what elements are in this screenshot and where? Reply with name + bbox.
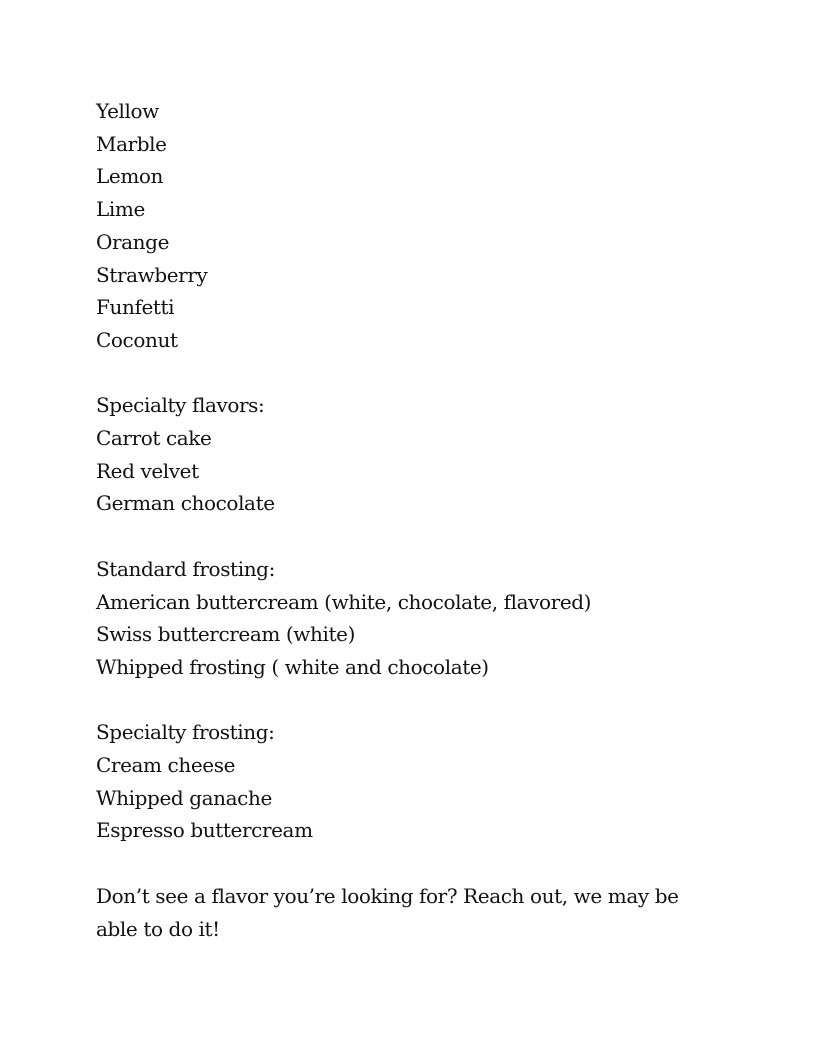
standard-frosting-item: Whipped frosting ( white and chocolate)	[96, 654, 489, 679]
specialty-frosting-item: Espresso buttercream	[96, 818, 313, 843]
spacer	[96, 847, 720, 880]
standard-frosting-section	[96, 553, 720, 684]
flavor-item: Yellow	[96, 99, 159, 123]
specialty-flavors-section	[96, 389, 720, 520]
flavor-item: Funfetti	[96, 295, 175, 320]
flavor-item: Coconut	[96, 327, 178, 352]
specialty-frosting-heading: Specialty frosting:	[96, 720, 275, 745]
specialty-frosting-section	[96, 716, 720, 847]
specialty-flavor-item: Red velvet	[96, 458, 199, 483]
specialty-frosting-item: Cream cheese	[96, 753, 235, 778]
spacer	[96, 684, 720, 717]
flavor-item: Orange	[96, 229, 170, 254]
standard-frosting-heading: Standard frosting:	[96, 556, 275, 581]
flavor-item: Lime	[96, 197, 145, 222]
specialty-frosting-item: Whipped ganache	[96, 785, 272, 810]
standard-frosting-item: Swiss buttercream (white)	[96, 622, 355, 647]
spacer	[96, 520, 720, 553]
flavor-list	[96, 95, 720, 357]
specialty-flavors-heading: Specialty flavors:	[96, 393, 265, 418]
specialty-flavor-item: German chocolate	[96, 491, 275, 516]
standard-frosting-item: American buttercream (white, chocolate, flavored)	[96, 589, 592, 614]
document-page	[96, 95, 720, 945]
spacer	[96, 357, 720, 390]
specialty-flavor-item: Carrot cake	[96, 426, 212, 451]
flavor-item: Lemon	[96, 164, 164, 189]
flavor-item: Marble	[96, 131, 167, 156]
closing-note: Don’t see a flavor you’re looking for? Reach out, we may be able to do it!	[96, 883, 679, 941]
flavor-item: Strawberry	[96, 262, 208, 287]
